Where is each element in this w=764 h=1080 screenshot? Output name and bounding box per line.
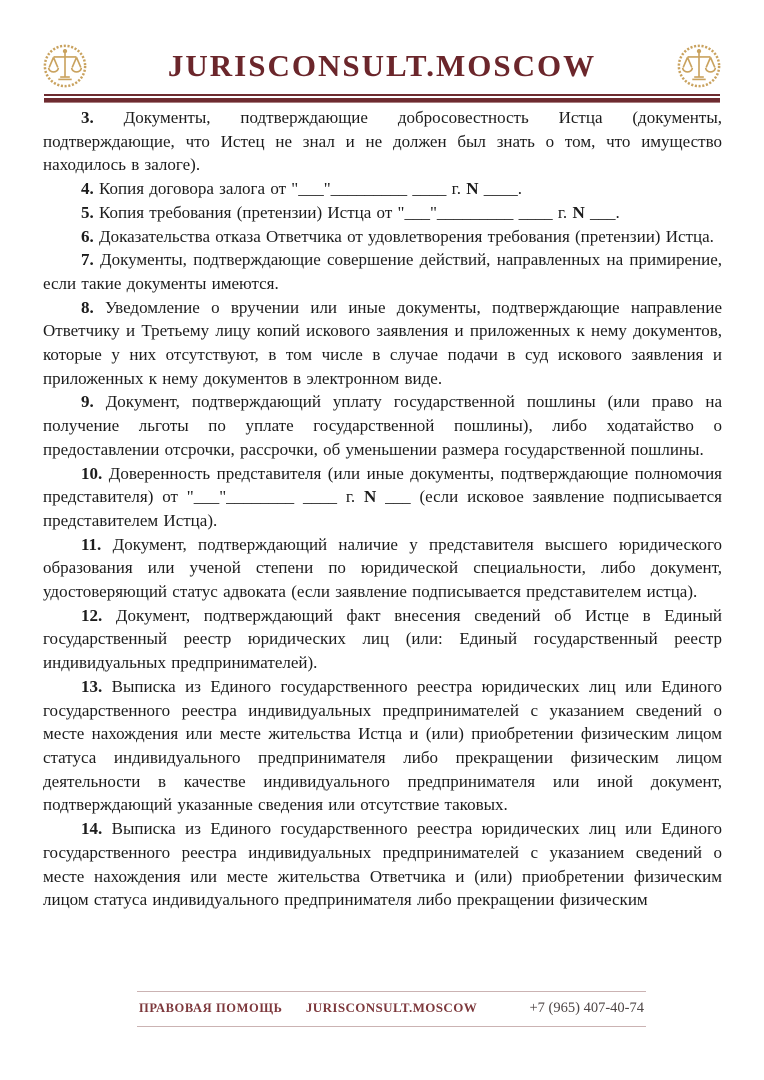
paragraph-number: 7. [81, 250, 101, 270]
footer-site-name: JURISCONSULT.MOSCOW [305, 1000, 478, 1015]
paragraph-text: Доказательства отказа Ответчика от удовлетворения требования (претензии) Истца. [99, 226, 714, 246]
list-item-paragraph [43, 533, 722, 604]
paragraph-text: Копия требования (претензии) Истца от "___"_________ ____ г. N ___. [99, 202, 620, 222]
site-title: JURISCONSULT.MOSCOW [167, 48, 597, 83]
list-item-paragraph [43, 106, 722, 177]
list-item-paragraph [43, 296, 722, 391]
paragraph-number: 10. [81, 463, 109, 483]
footer-phone-number: +7 (965) 407-40-74 [529, 1000, 644, 1016]
document-text-area [43, 106, 722, 982]
header [42, 42, 722, 90]
list-item-paragraph [43, 604, 722, 675]
list-item-paragraph [43, 225, 722, 249]
paragraph-number: 3. [81, 108, 124, 127]
paragraph-number: 9. [81, 392, 106, 412]
list-item-paragraph [43, 675, 722, 817]
paragraph-number: 11. [81, 534, 113, 554]
paragraph-text: Документы, подтверждающие совершение действий, направленных на примирение, если такие документы имеются. [43, 250, 722, 293]
paragraph-text: Документ, подтверждающий наличие у представителя высшего юридического образования или ученой степени по юридической специальности, либо документ, удостоверяющий статус адвоката (если заявление подписывается представителем истца). [43, 534, 722, 602]
paragraph-number: 12. [81, 605, 116, 625]
paragraph-number: 13. [81, 676, 112, 696]
paragraph-text: Уведомление о вручении или иные документы, подтверждающие направление Ответчику и Третьему лицу копий искового заявления и приложенных к нему документов, которые у них отсутствуют, в том числе в случае подачи в суд искового заявления и приложенных к нему документов в электронном виде. [43, 297, 722, 388]
paragraph-number: 5. [81, 202, 99, 222]
paragraph-text: Документы, подтверждающие добросовестность Истца (документы, подтверждающие, что Истец не знал и не должен был знать о том, что имущество находилось в залоге). [43, 108, 722, 175]
paragraph-number: 14. [81, 819, 112, 839]
paragraph-text: Документ, подтверждающий уплату государственной пошлины (или право на получение льготы по уплате государственной пошлины), либо ходатайство о предоставлении отсрочки, рассрочки, об уменьшении размера государственной пошлины. [43, 392, 722, 459]
paragraph-number: 8. [81, 297, 106, 317]
paragraph-number: 6. [81, 226, 99, 246]
paragraph-text: Выписка из Единого государственного реестра юридических лиц или Единого государственного реестра индивидуальных предпринимателей с указанием сведений о месте нахождения или месте жительства Истца и (или) приобретении физическим лицом статуса индивидуального предпринимателя либо прекращении физическим лицом деятельности в качестве индивидуального предпринимателя или иной документ, подтверждающий указанные сведения или отсутствие таковых. [43, 676, 722, 815]
scales-of-justice-logo-icon [676, 43, 722, 89]
footer-tagline: ПРАВОВАЯ ПОМОЩЬ [139, 1001, 283, 1015]
list-item-paragraph [43, 817, 722, 912]
paragraph-text: Документ, подтверждающий факт внесения сведений об Истце в Единый государственный реестр юридических лиц (или: Единый государственный реестр индивидуальных предпринимателей). [43, 605, 722, 673]
paragraph-text: Выписка из Единого государственного реестра юридических лиц или Единого государственного реестра индивидуальных предпринимателей с указанием сведений о месте нахождения или месте жительства Ответчика и (или) приобретении физическим лицом статуса индивидуального предпринимателя либо прекращении физическим [43, 819, 722, 910]
scales-of-justice-logo-icon [42, 43, 88, 89]
list-item-paragraph [43, 177, 722, 201]
list-item-paragraph [43, 462, 722, 533]
list-item-paragraph [43, 390, 722, 461]
paragraph-text: Копия договора залога от "___"_________ ____ г. N ____. [99, 179, 522, 199]
header-divider [44, 94, 720, 103]
list-item-paragraph [43, 201, 722, 225]
paragraph-number: 4. [81, 179, 99, 199]
paragraph-text: Доверенность представителя (или иные документы, подтверждающие полномочия представителя) от "___"________ ____ г. N ___ (если исковое заявление подписывается представителем Истца). [43, 463, 722, 530]
list-item-paragraph [43, 248, 722, 295]
footer [137, 991, 646, 1027]
